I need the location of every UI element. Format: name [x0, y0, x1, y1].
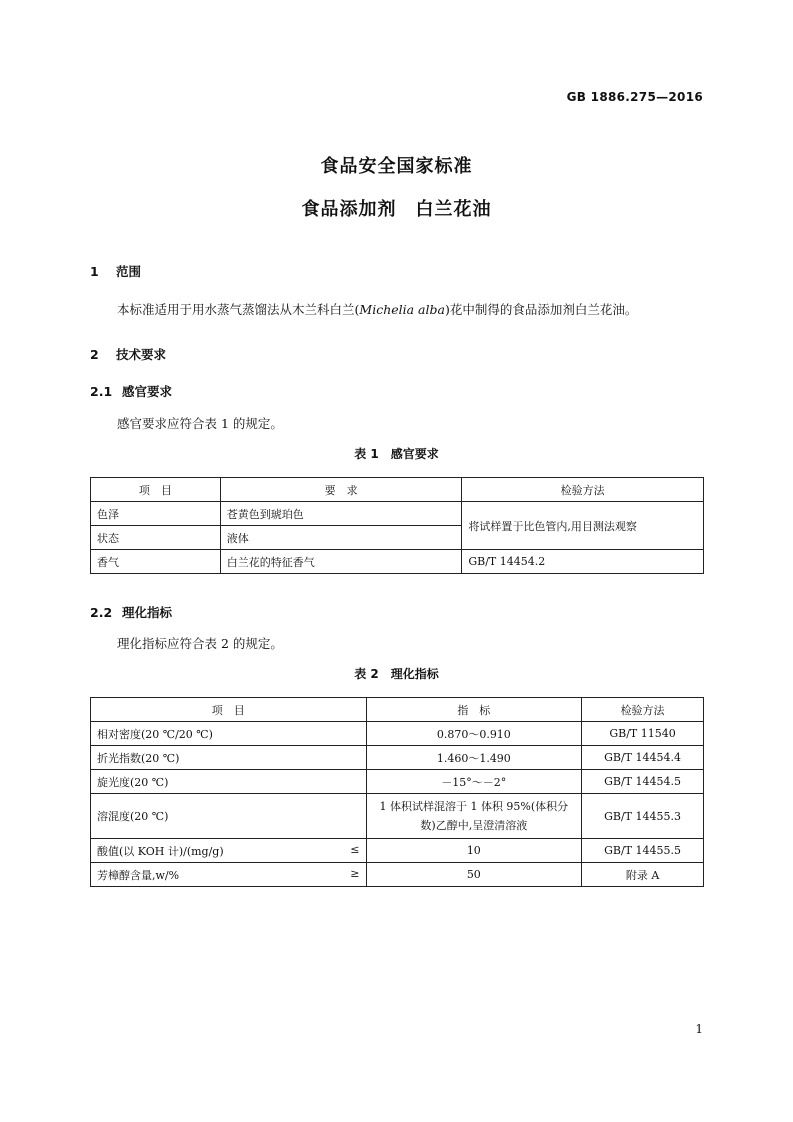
item-label: 溶混度(20 ℃)	[97, 810, 169, 823]
table-cell	[91, 794, 367, 839]
section-title: 理化指标	[122, 605, 173, 620]
table-row	[91, 863, 704, 887]
table-cell: －15°～－2°	[366, 770, 582, 794]
table-cell: 色泽	[91, 502, 221, 526]
section-number: 1	[90, 264, 99, 279]
scope-text-after: )花中制得的食品添加剂白兰花油。	[444, 302, 638, 317]
table-header-row	[91, 698, 704, 722]
section-title: 感官要求	[122, 384, 173, 399]
comparison-symbol: ≤	[350, 842, 360, 856]
table-cell: 0.870～0.910	[366, 722, 582, 746]
table-cell: GB/T 14454.2	[462, 550, 704, 574]
table-cell: 白兰花的特征香气	[220, 550, 462, 574]
table-cell	[91, 863, 367, 887]
table-cell	[91, 770, 367, 794]
item-label: 酸值(以 KOH 计)/(mg/g)	[97, 844, 224, 858]
table-cell	[91, 746, 367, 770]
section-title: 技术要求	[116, 347, 167, 362]
column-header: 项 目	[91, 478, 221, 502]
column-header: 检验方法	[582, 698, 704, 722]
section-1-text	[117, 300, 637, 318]
table-cell: 1 体积试样混溶于 1 体积 95%(体积分数)乙醇中,呈澄清溶液	[366, 794, 582, 839]
section-number: 2.2	[90, 605, 113, 620]
table-cell: GB/T 14455.5	[582, 839, 704, 863]
table-cell: GB/T 11540	[582, 722, 704, 746]
section-1-heading	[90, 262, 141, 280]
section-title: 范围	[116, 264, 142, 279]
section-2-heading	[90, 345, 166, 363]
table-cell: 50	[366, 863, 582, 887]
page-number: 1	[695, 1022, 703, 1036]
table-cell: 1.460～1.490	[366, 746, 582, 770]
item-label: 折光指数(20 ℃)	[97, 751, 180, 765]
column-header: 指 标	[366, 698, 582, 722]
table-cell: GB/T 14454.5	[582, 770, 704, 794]
table-cell: 状态	[91, 526, 221, 550]
latin-name: Michelia alba	[359, 302, 445, 317]
section-2-2-heading	[90, 603, 172, 621]
table-header-row	[91, 478, 704, 502]
table-row	[91, 770, 704, 794]
item-label: 芳樟醇含量,w/%	[97, 868, 180, 882]
table-row	[91, 794, 704, 839]
item-label: 相对密度(20 ℃/20 ℃)	[97, 727, 213, 741]
section-2-1-heading	[90, 382, 172, 400]
section-number: 2.1	[90, 384, 113, 399]
table-row	[91, 722, 704, 746]
column-header: 检验方法	[462, 478, 704, 502]
table-cell: 10	[366, 839, 582, 863]
comparison-symbol: ≥	[350, 866, 360, 880]
table-row	[91, 746, 704, 770]
table-cell: 液体	[220, 526, 462, 550]
table-cell: GB/T 14454.4	[582, 746, 704, 770]
column-header: 项 目	[91, 698, 367, 722]
item-label: 旋光度(20 ℃)	[97, 775, 169, 789]
section-number: 2	[90, 347, 99, 362]
scope-text-before: 本标准适用于用水蒸气蒸馏法从木兰科白兰(	[117, 302, 360, 317]
table-1-sensory	[90, 477, 704, 574]
table-row	[91, 502, 704, 526]
table-cell: 香气	[91, 550, 221, 574]
table-cell	[91, 722, 367, 746]
column-header: 要 求	[220, 478, 462, 502]
table-cell	[91, 839, 367, 863]
table-cell: 附录 A	[582, 863, 704, 887]
table-row	[91, 550, 704, 574]
table-2-physicochemical	[90, 697, 704, 887]
table-2-caption: 表 2 理化指标	[354, 667, 439, 681]
document-subtitle: 食品添加剂 白兰花油	[301, 199, 492, 220]
section-2-1-text: 感官要求应符合表 1 的规定。	[117, 416, 283, 431]
table-1-caption: 表 1 感官要求	[354, 447, 439, 461]
table-cell: 苍黄色到琥珀色	[220, 502, 462, 526]
standard-number: GB 1886.275—2016	[566, 90, 703, 104]
section-2-2-text: 理化指标应符合表 2 的规定。	[117, 636, 283, 651]
document-title: 食品安全国家标准	[320, 156, 473, 177]
table-cell: GB/T 14455.3	[582, 794, 704, 839]
table-cell-merged-method: 将试样置于比色管内,用目测法观察	[462, 502, 704, 550]
table-row	[91, 839, 704, 863]
